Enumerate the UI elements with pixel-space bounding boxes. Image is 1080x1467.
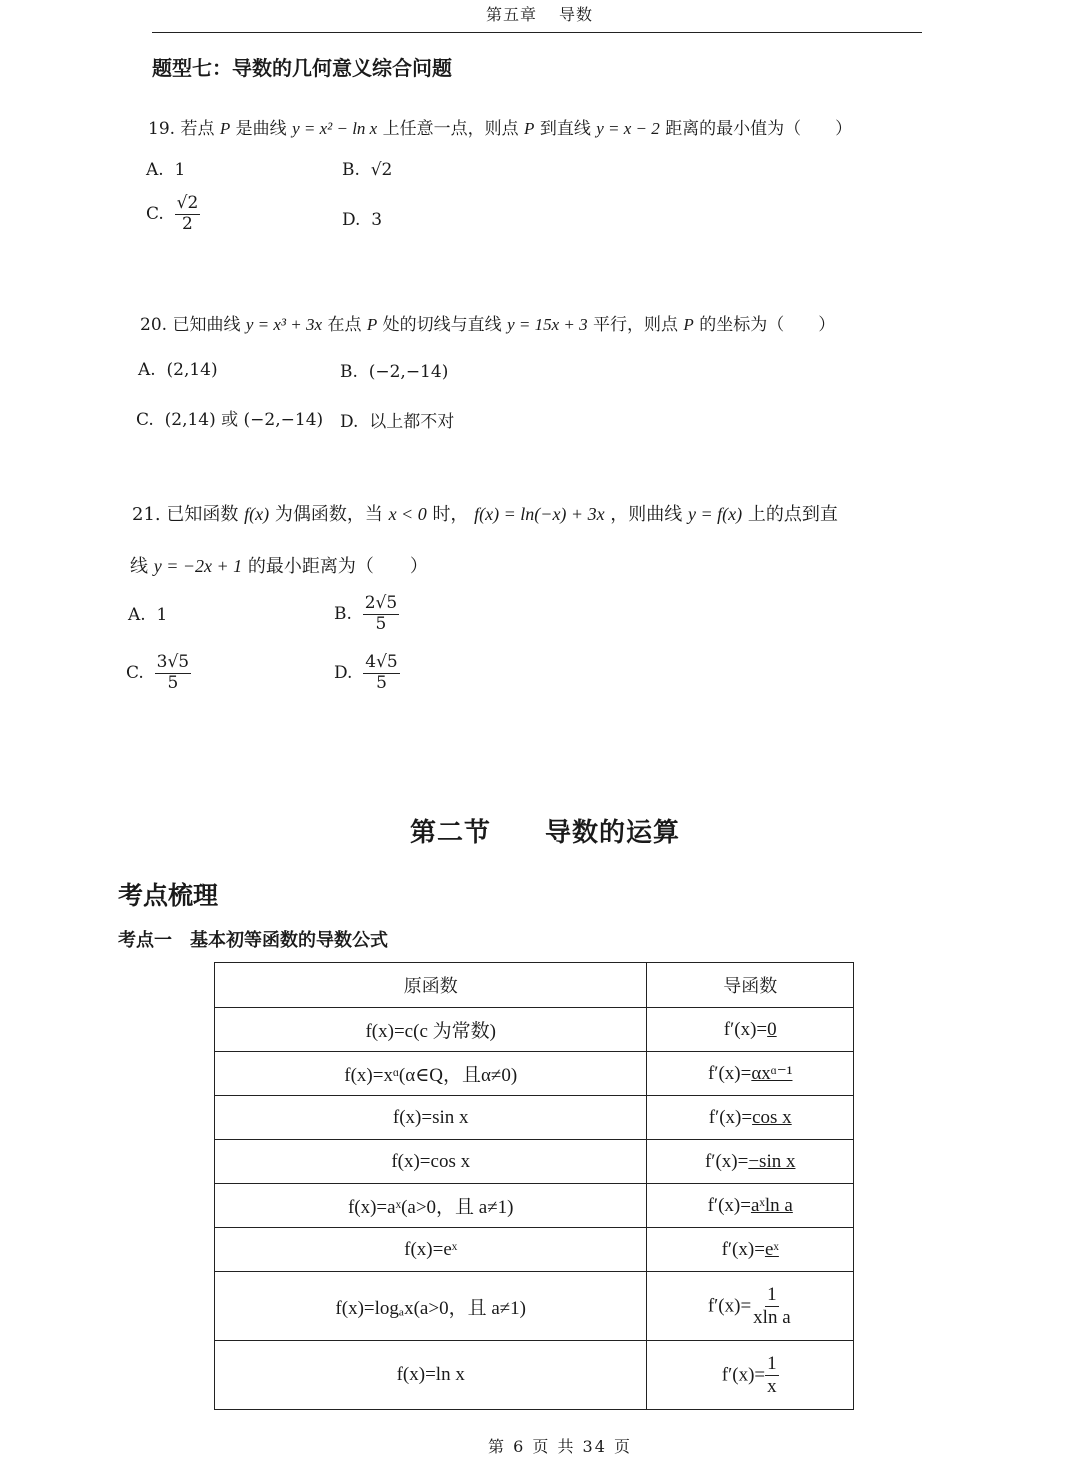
derivative-answer: aˣln a [750,1194,793,1216]
q21-fx: f(x) [244,504,270,524]
section-2-label: 第二节 [410,818,492,848]
q21-stem-a: 已知函数 [166,504,239,525]
derivative-num: 1 [767,1352,777,1374]
q21-cond: x < 0 [388,504,427,524]
page-header [486,2,615,25]
q21-opt-b-den: 5 [375,613,387,634]
question-19 [148,114,852,139]
subject-label: 导数 [559,5,594,24]
original-function: f(x)=aˣ(a>0，且 a≠1) [215,1184,647,1228]
derivative-den: xln a [753,1306,791,1328]
original-function: f(x)=c(c 为常数) [215,1008,647,1052]
q21-opt-d-fraction [363,653,399,693]
derivative-function [647,1184,854,1228]
q20-line: y = 15x + 3 [507,315,588,334]
question-20 [140,310,835,335]
q19-curve: y = x² − ln x [292,119,378,138]
original-function: f(x)=eˣ [215,1228,647,1272]
q19-opt-c-fraction [175,194,201,234]
q19-opt-c-num: √2 [176,193,199,213]
derivative-function [647,1228,854,1272]
q20-option-b [340,362,448,382]
q20-opt-c-label: C. [136,410,154,430]
table-row [215,1184,854,1228]
q21-opt-d-label: D. [334,663,353,684]
derivative-den: x [767,1375,777,1397]
q21-option-a [128,605,167,625]
q21-option-c [126,653,191,693]
derivative-answer: 0 [767,1018,777,1040]
q21-stem-c: 时， [432,504,469,525]
derivative-function [647,1096,854,1140]
q21-curve: y = f(x) [688,504,743,524]
derivative-prefix: f′(x)= [708,1106,753,1128]
table-row [215,1272,854,1341]
q19-option-c [146,194,200,234]
q20-number: 20. [140,315,168,335]
section-2-title [410,812,680,849]
table-row [215,1228,854,1272]
q21-opt-d-den: 5 [376,672,387,693]
q19-opt-b-value: √2 [370,160,393,180]
derivative-function [647,1008,854,1052]
derivative-prefix: f′(x)= [707,1063,752,1084]
derivative-answer: αxᵅ⁻¹ [751,1063,793,1084]
section-2-name: 导数的运算 [545,818,681,848]
q21-option-d [334,653,400,693]
q19-opt-c-den: 2 [182,213,193,234]
q19-stem-d: 到直线 [539,119,591,139]
q19-opt-d-value: 3 [371,210,383,230]
q21-opt-c-num: 3√5 [156,652,190,672]
q20-stem-d: 平行，则点 [593,315,679,335]
q19-stem-c: 上任意一点，则点 [382,119,519,139]
q21-opt-c-den: 5 [167,672,179,693]
q19-stem-b: 是曲线 [235,119,287,139]
derivative-fraction [765,1353,779,1398]
q19-stem-a: 若点 [180,119,215,139]
q21-opt-a-value: 1 [156,605,168,625]
q20-stem-c: 处的切线与直线 [382,315,502,335]
q21-def: f(x) = ln(−x) + 3x [474,504,605,524]
q20-option-d [340,407,454,432]
q21-opt-c-fraction [155,653,191,693]
q19-opt-b-label: B. [342,160,360,180]
q19-number: 19. [148,119,176,139]
derivative-fraction [751,1284,792,1329]
q21-stem-b: 为偶函数，当 [274,504,383,525]
q19-option-a [146,160,185,180]
derivative-answer: cos x [752,1106,792,1128]
q20-var-p2: P [683,315,694,334]
q20-option-a [138,360,218,380]
original-function: f(x)=logₐx(a>0，且 a≠1) [215,1272,647,1341]
q19-var-p: P [219,119,231,138]
q21-option-b [334,594,399,634]
q20-opt-b-label: B. [340,362,358,382]
q21-opt-b-label: B. [334,604,352,625]
q20-stem-a: 已知曲线 [172,315,241,335]
q21-opt-c-label: C. [126,663,144,684]
original-function: f(x)=cos x [215,1140,647,1184]
question-21-line2 [130,552,428,578]
q21-opt-a-label: A. [128,605,146,625]
derivative-answer: −sin x [748,1150,796,1172]
derivative-prefix: f′(x)= [707,1295,752,1316]
q21-opt-b-fraction [363,594,399,634]
q21-number: 21. [132,504,161,525]
derivative-prefix: f′(x)= [723,1018,768,1040]
derivative-function [647,1140,854,1184]
table-row [215,1341,854,1410]
q21-line: y = −2x + 1 [153,556,243,576]
q19-stem-e: 距离的最小值为（ ） [665,119,853,139]
q19-opt-d-label: D. [342,210,361,230]
q20-stem-e: 的坐标为（ ） [699,315,836,335]
derivative-prefix: f′(x)= [704,1150,749,1172]
original-function: f(x)=xᵅ(α∈Q，且α≠0) [215,1052,647,1096]
col-header-derivative: 导函数 [647,963,854,1008]
q19-opt-a-value: 1 [174,160,186,180]
derivative-prefix: f′(x)= [721,1364,766,1385]
q19-line: y = x − 2 [596,119,660,138]
original-function: f(x)=sin x [215,1096,647,1140]
q20-opt-d-label: D. [340,412,359,432]
q20-stem-b: 在点 [327,315,362,335]
q21-stem-d: ，则曲线 [610,504,683,525]
q19-option-d [342,210,382,230]
derivative-formula-table [214,962,854,1410]
q21-stem-e: 上的点到直 [747,504,838,525]
kaodian-1-heading: 考点一 基本初等函数的导数公式 [118,930,388,951]
chapter-label: 第五章 [486,5,538,24]
q20-var-p: P [366,315,378,334]
question-21 [132,500,838,526]
section-title: 题型七：导数的几何意义综合问题 [152,56,452,80]
q20-curve: y = x³ + 3x [245,315,323,334]
table-row [215,1008,854,1052]
table-row [215,1140,854,1184]
derivative-function [647,1052,854,1096]
q21-opt-d-num: 4√5 [365,652,398,672]
q19-opt-a-label: A. [146,160,164,180]
q21-stem-f: 线 [130,556,148,577]
derivative-num: 1 [767,1283,777,1305]
page-footer: 第 6 页 共 34 页 [488,1437,632,1456]
q20-option-c [136,405,323,430]
q21-opt-b-num: 2√5 [364,593,398,613]
kaodian-heading: 考点梳理 [118,881,219,910]
q19-var-p2: P [524,119,535,138]
q20-opt-a-value: (2,14) [166,360,218,380]
original-function: f(x)=ln x [215,1341,647,1410]
q20-opt-c-value: (2,14) 或 (−2,−14) [164,410,324,430]
q20-opt-a-label: A. [138,360,156,380]
q19-option-b [342,160,392,180]
derivative-answer: eˣ [764,1238,779,1260]
table-row [215,1096,854,1140]
table-row [215,1052,854,1096]
derivative-function [647,1341,854,1410]
q20-opt-d-value: 以上都不对 [369,412,455,432]
derivative-function [647,1272,854,1341]
q21-stem-g: 的最小距离为（ ） [247,556,428,577]
derivative-prefix: f′(x)= [721,1238,765,1260]
table-header-row [215,963,854,1008]
col-header-original: 原函数 [215,963,647,1008]
derivative-prefix: f′(x)= [707,1194,751,1216]
header-rule [152,32,922,33]
q20-opt-b-value: (−2,−14) [368,362,449,382]
q19-opt-c-label: C. [146,204,164,225]
